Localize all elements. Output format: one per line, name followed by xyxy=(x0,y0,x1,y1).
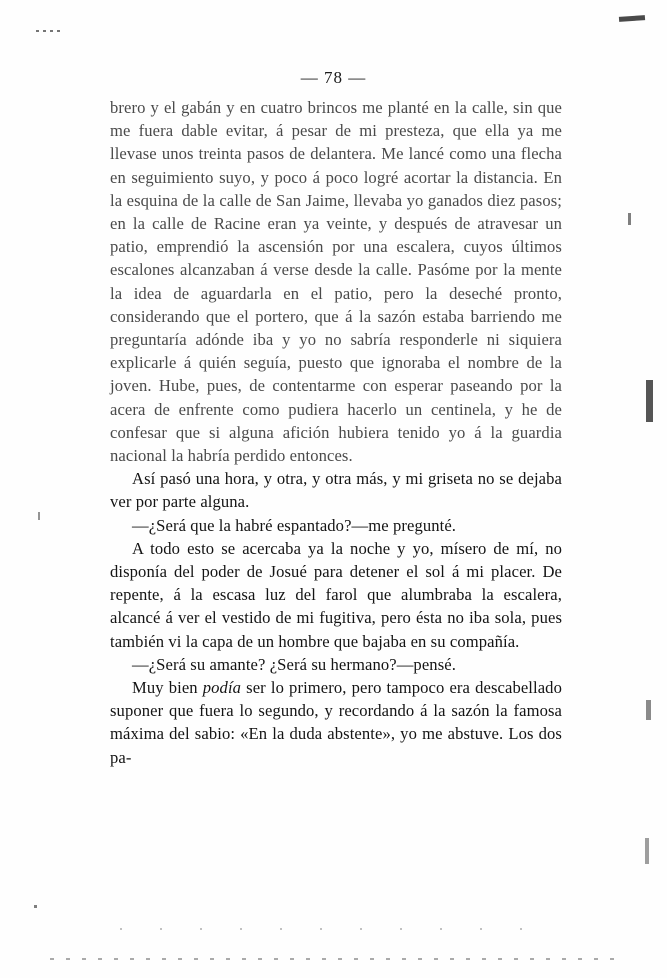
scan-artifact-left-speck-bottom xyxy=(34,905,37,908)
scan-artifact-left-dots xyxy=(36,30,62,32)
page-number: — 78 — xyxy=(300,68,367,87)
scan-artifact-right-speck xyxy=(628,213,631,225)
scan-artifact-bottom-dot-row xyxy=(120,928,550,930)
paragraph: —¿Será su amante? ¿Será su hermano?—pensé. xyxy=(132,654,456,674)
scan-artifact-right-bar-3 xyxy=(645,838,649,864)
scan-artifact-left-speck-mid xyxy=(38,512,40,520)
paragraph: Así pasó una hora, y otra, y otra más, y mi griseta no se dejaba ver por parte alguna. xyxy=(110,469,562,512)
page-text-block xyxy=(110,96,562,769)
paragraph: —¿Será que la habré espantado?—me pregunté. xyxy=(132,515,457,535)
paragraph-segment: ser lo primero, pero tampoco era descabellado suponer que fuera lo segundo, y recordando á la sazón la famosa máxima del sabio: «En la duda abstente», yo me abstuve. Los dos pa- xyxy=(110,678,562,767)
paragraph-with-italic xyxy=(110,676,562,769)
scan-artifact-bottom-dots xyxy=(50,958,620,960)
paragraph-segment-italic: podía xyxy=(202,678,242,698)
paragraph: A todo esto se acercaba ya la noche y yo, mísero de mí, no disponía del poder de Josué para detener el sol á mi placer. De repente, á la escasa luz del farol que alumbraba la escalera, alcancé á ver el vestido de mi fugitiva, pero ésta no iba sola, pues también vi la capa de un hombre que bajaba en su compañía. xyxy=(110,538,562,651)
paragraph: brero y el gabán y en cuatro brincos me planté en la calle, sin que me fuera dable evitar, á pesar de mi presteza, que ella ya me llevase unos treinta pasos de delantera. Me lancé como una flecha en seguimiento suyo, y poco á poco logré acortar la distancia. En la esquina de la calle de San Jaime, llevaba yo ganados diez pasos; en la calle de Racine eran ya veinte, y después de atravesar un patio, emprendió la ascensión por una escalera, cuyos últimos escalones alcanzaban á verse desde la calle. Pasóme por la mente la idea de aguardarla en el patio, pero la deseché pronto, considerando que el portero, que á la sazón estaba barriendo me preguntaría adónde iba y yo no sabría responderle ni siquiera explicarle á quién seguía, puesto que ignoraba el nombre de la joven. Hube, pues, de contentarme con esperar paseando por la acera de enfrente como pudiera hacerlo un centinela, y he de confesar que si alguna afición hubiera tenido yo á la guardia nacional la habría perdido entonces. xyxy=(110,98,562,466)
scan-artifact-top-right xyxy=(619,15,645,22)
scan-artifact-right-bar xyxy=(646,380,653,422)
scan-artifact-right-bar-2 xyxy=(646,700,651,720)
paragraph-segment: Muy bien xyxy=(132,678,203,698)
